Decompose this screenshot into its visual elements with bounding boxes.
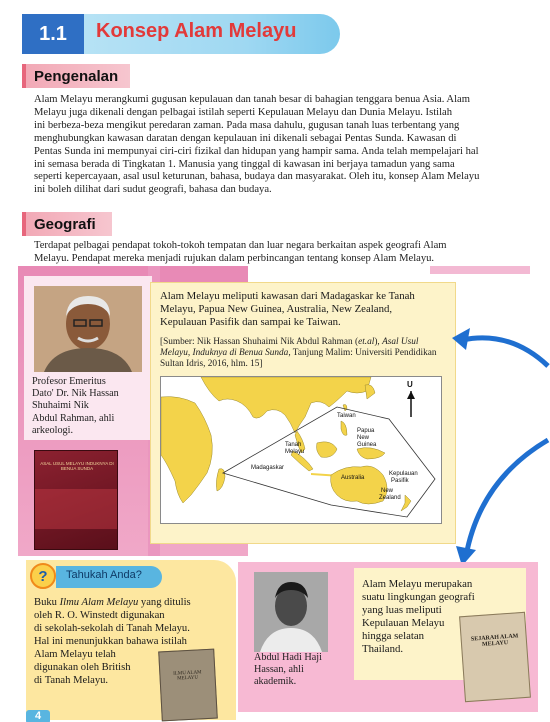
tahukah-line: di Tanah Melayu. [34, 675, 109, 686]
tahukah-line: digunakan oleh British [34, 662, 131, 673]
portrait-caption [254, 652, 350, 689]
book-title: ASAL USUL MELAYU INDUKNYA DI BENUA SUNDA [40, 461, 114, 471]
source-etal: et.al [358, 337, 375, 347]
book-title: SEJARAH ALAM MELAYU [470, 633, 519, 648]
text-line: menghubungkan kawasan daratan dengan kepulauan ini dikenali sebagai Pentas Sunda. Kawasan di [34, 132, 457, 144]
map-label-zealand: Zealand [379, 495, 401, 501]
caption-line: Profesor Emeritus [32, 376, 106, 387]
caption-line: Abdul Rahman, ahli [32, 412, 115, 424]
caption-line: arkeologi. [32, 424, 74, 436]
caption-line: Abdul Hadi Haji [254, 652, 322, 663]
text-line: Alam Melayu merupakan [362, 578, 473, 590]
pengenalan-paragraph [34, 94, 530, 197]
book-name: Ilmu Alam Melayu [59, 597, 139, 608]
map-label-taiwan: Taiwan [337, 413, 356, 419]
question-icon: ? [30, 563, 56, 589]
source-text: ), [374, 337, 383, 347]
map-label-melayu: Melayu [285, 449, 305, 455]
tahukah-line: Hal ini menunjukkan bahawa istilah [34, 636, 187, 647]
text-line: ini berbeza-beza mengikut peredaran zaman. Pada masa dahulu, gugusan tanah luas terbentang yang [34, 119, 460, 131]
book-cover-ilmu-alam [158, 649, 218, 722]
tahukah-line: oleh R. O. Winstedt digunakan [34, 610, 165, 621]
tahukah-line: Alam Melayu telah [34, 649, 116, 660]
caption-line: Shuhaimi Nik [32, 400, 89, 412]
map-label-guinea: Guinea [357, 442, 377, 448]
person-caption [32, 376, 146, 437]
cover-band [35, 489, 117, 529]
book-cover-asal-usul [34, 450, 118, 550]
quote-line: Kepulauan Pasifik dan sampai ke Taiwan. [160, 316, 341, 328]
caption-line: Dato' Dr. Nik Hassan [32, 388, 119, 400]
text-line: Alam Melayu merangkumi gugusan kepulauan dan tanah besar di bahagian tenggara benua Asia. Alam [34, 94, 470, 105]
map-label-new: New [357, 435, 370, 441]
page-number: 4 [26, 710, 50, 722]
arrow-curve-upper [462, 338, 548, 366]
tahukah-title: Tahukah Anda? [66, 569, 142, 581]
north-label: U [407, 380, 413, 389]
text-line: seperti kepercayaan, asal usul keturunan, bahasa, budaya dan masyarakat. Oleh itu, konsep Alam Melayu [34, 171, 480, 183]
tahukah-line: di sekolah-sekolah di Tanah Melayu. [34, 623, 190, 634]
source-text: [Sumber: Nik Hassan Shuhaimi Nik Abdul Rahman ( [160, 337, 359, 347]
map-label-pasifik: Pasifik [391, 478, 409, 484]
quote-text [160, 290, 446, 329]
heading-geografi: Geografi [26, 212, 112, 236]
section-number: 1.1 [22, 14, 84, 54]
caption-line: akademik. [254, 676, 297, 688]
text-line: ini boleh dilihat dari sudut geografi, bahasa dan budaya. [34, 184, 272, 196]
text-span: yang ditulis [138, 597, 191, 608]
book-title: ILMU ALAM MELAYU [173, 670, 202, 682]
map-label-madagaskar: Madagaskar [251, 465, 285, 471]
panel-top-strip [430, 266, 530, 274]
text-line: hingga selatan [362, 630, 425, 642]
map-label-tanah: Tanah [285, 442, 302, 448]
text-line: Terdapat pelbagai pendapat tokoh-tokoh tempatan dan luar negara berkaitan aspek geografi Alam [34, 240, 447, 251]
page-title: Konsep Alam Melayu [96, 20, 297, 42]
text-line: Pentas Sunda ini mempunyai ciri-ciri fizikal dan hidupan yang hampir sama. Anda telah mempelajari hal [34, 145, 479, 157]
quote-line: Alam Melayu meliputi kawasan dari Madagaskar ke Tanah [160, 290, 415, 302]
heading-pengenalan: Pengenalan [26, 64, 130, 88]
portrait-nik-hassan [34, 286, 142, 372]
source-citation [160, 337, 446, 371]
map-alam-melayu [160, 376, 442, 524]
quote-line: Melayu, Papua New Guinea, Australia, New Zealand, [160, 303, 393, 315]
text-line: Thailand. [362, 643, 404, 655]
text-line: Melayu juga dikenali dengan pelbagai istilah seperti Kepulauan Melayu dan Dunia Melayu. Istilah [34, 106, 453, 118]
text-line: Kepulauan Melayu [362, 617, 445, 629]
map-label-papua: Papua [357, 428, 375, 434]
caption-line: Hassan, ahli [254, 664, 304, 676]
map-label-australia: Australia [341, 475, 365, 481]
tahukah-line [34, 596, 226, 609]
arrow-curve-lower [466, 440, 548, 556]
portrait-abdul-hadi [254, 572, 328, 652]
text-line: ini semasa berada di Tingkatan 1. Manusia yang tinggal di kawasan ini berjaya tamadun yang sama [34, 158, 455, 170]
text-line: yang luas meliputi [362, 604, 442, 616]
text-line: Melayu. Pendapat mereka menjadi rujukan dalam perbincangan tentang konsep Alam Melayu. [34, 252, 435, 264]
text-line: suatu lingkungan geografi [362, 591, 475, 603]
source-text: , Tanjung Malim: Universiti Pendidikan Sultan Idris, 2016, hlm. 15] [160, 348, 437, 370]
source-title: Asal Usul Melayu, Induknya di Benua Sunda [160, 337, 419, 359]
book-cover-sejarah [459, 612, 531, 702]
geografi-intro [34, 240, 530, 266]
map-label-kepulauan: Kepulauan [389, 471, 418, 477]
map-label-nz-new: New [381, 488, 394, 494]
text-span: Buku [34, 597, 60, 608]
